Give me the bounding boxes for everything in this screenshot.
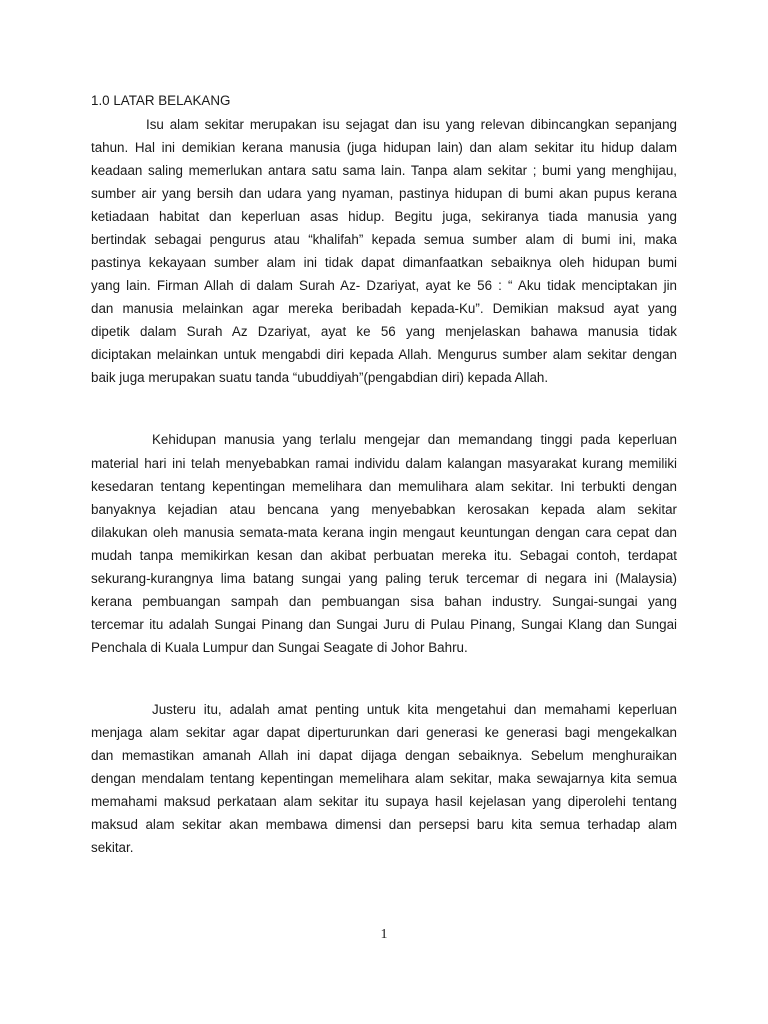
paragraph-line: yang lain. Firman Allah di dalam Surah Az- Dzariyat, ayat ke 56 : “ Aku tidak menciptakan jin [91, 278, 677, 293]
paragraph-line: Justeru itu, adalah amat penting untuk kita mengetahui dan memahami keperluan [152, 702, 677, 717]
paragraph-line: dilakukan oleh manusia semata-mata kerana ingin mengaut keuntungan dengan cara cepat dan [91, 525, 677, 540]
paragraph-line: Kehidupan manusia yang terlalu mengejar dan memandang tinggi pada keperluan [152, 432, 677, 447]
paragraph-line: sumber air yang bersih dan udara yang nyaman, pastinya hidupan di bumi akan pupus kerana [91, 186, 677, 201]
paragraph-line: keadaan saling memerlukan antara satu sama lain. Tanpa alam sekitar ; bumi yang menghijau, [91, 163, 677, 178]
paragraph-line: Penchala di Kuala Lumpur dan Sungai Seagate di Johor Bahru. [91, 640, 468, 655]
paragraph-line: Isu alam sekitar merupakan isu sejagat dan isu yang relevan dibincangkan sepanjang [146, 117, 677, 132]
paragraph-line: pastinya kekayaan sumber alam ini tidak dapat dimanfaatkan sebaiknya oleh hidupan bumi [91, 255, 677, 270]
paragraph-line: tahun. Hal ini demikian kerana manusia (juga hidupan lain) dan alam sekitar itu hidup dalam [91, 140, 677, 155]
paragraph-line: banyaknya kejadian atau bencana yang menyebabkan kerosakan kepada alam sekitar [91, 502, 677, 517]
paragraph-line: memahami maksud perkataan alam sekitar itu supaya hasil kejelasan yang diperolehi tentang [91, 794, 677, 809]
paragraph-line: diciptakan melainkan untuk mengabdi diri kepada Allah. Mengurus sumber alam sekitar dengan [91, 347, 677, 362]
paragraph-line: sekurang-kurangnya lima batang sungai yang paling teruk tercemar di negara ini (Malaysia) [91, 571, 677, 586]
paragraph-line: ketiadaan habitat dan keperluan asas hidup. Begitu juga, sekiranya tiada manusia yang [91, 209, 677, 224]
paragraph-line: menjaga alam sekitar agar dapat diperturunkan dari generasi ke generasi bagi mengekalkan [91, 725, 677, 740]
paragraph-line: mudah tanpa memikirkan kesan dan akibat perbuatan mereka itu. Sebagai contoh, terdapat [91, 548, 677, 563]
paragraph-line: sekitar. [91, 840, 134, 855]
paragraph-line: dan manusia melainkan agar mereka beribadah kepada-Ku”. Demikian maksud ayat yang [91, 301, 677, 316]
paragraph-line: kesedaran tentang kepentingan memelihara dan memulihara alam sekitar. Ini terbukti dengan [91, 479, 677, 494]
paragraph-line: dan memastikan amanah Allah ini dapat dijaga dengan sebaiknya. Sebelum menghuraikan [91, 748, 677, 763]
paragraph-line: kerana pembuangan sampah dan pembuangan sisa bahan industry. Sungai-sungai yang [91, 594, 677, 609]
paragraph-line: maksud alam sekitar akan membawa dimensi dan persepsi baru kita semua terhadap alam [91, 817, 677, 832]
paragraph-line: tercemar itu adalah Sungai Pinang dan Sungai Juru di Pulau Pinang, Sungai Klang dan Sungai [91, 617, 677, 632]
paragraph-line: material hari ini telah menyebabkan ramai individu dalam kalangan masyarakat kurang memiliki [91, 456, 677, 471]
page-number: 1 [380, 927, 388, 942]
paragraph-line: dipetik dalam Surah Az Dzariyat, ayat ke 56 yang menjelaskan bahawa manusia tidak [91, 324, 677, 339]
paragraph-line: dengan mendalam tentang kepentingan memelihara alam sekitar, maka sewajarnya kita semua [91, 771, 677, 786]
paragraph-line: baik juga merupakan suatu tanda “ubuddiyah”(pengabdian diri) kepada Allah. [91, 370, 549, 385]
section-heading: 1.0 LATAR BELAKANG [91, 93, 231, 108]
paragraph-line: bertindak sebagai pengurus atau “khalifah” kepada semua sumber alam di bumi ini, maka [91, 232, 677, 247]
